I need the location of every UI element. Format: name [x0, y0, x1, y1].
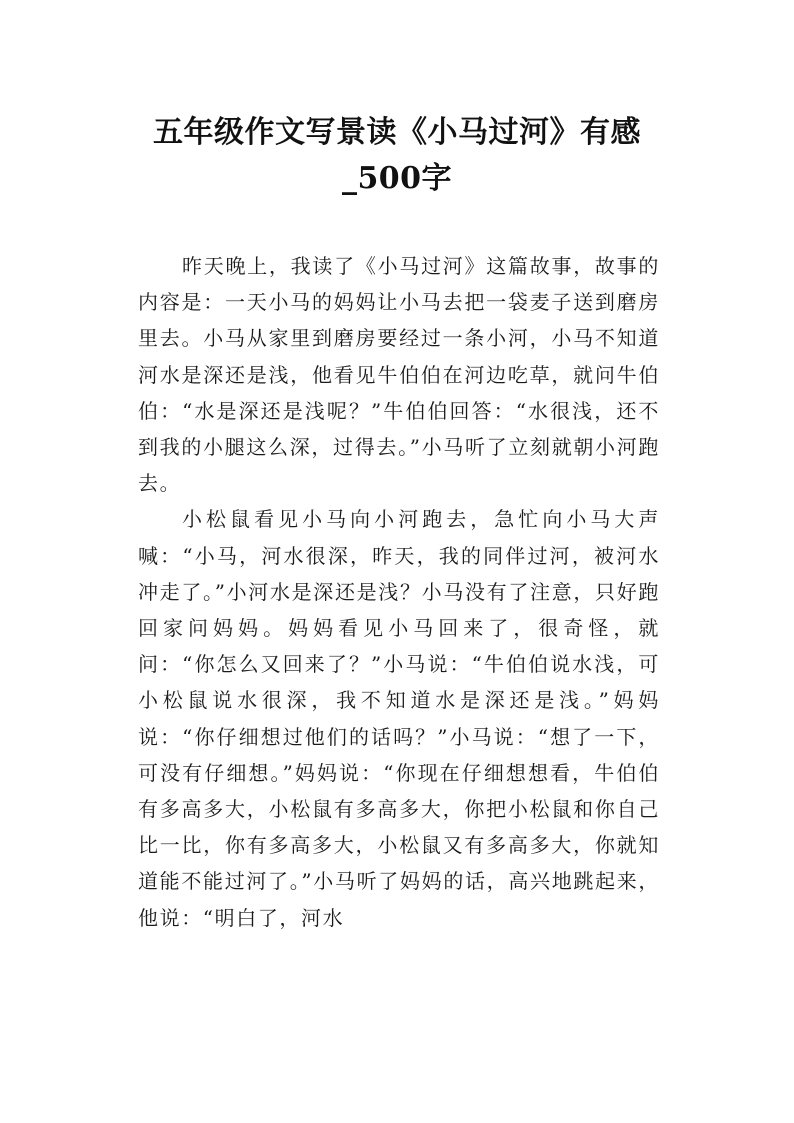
paragraph-1: 昨天晚上，我读了《小马过河》这篇故事，故事的内容是：一天小马的妈妈让小马去把一袋麦子送到磨房里去。小马从家里到磨房要经过一条小河，小马不知道河水是深还是浅，他看见牛伯伯在河边吃草，就问牛伯伯：“水是深还是浅呢？”牛伯伯回答：“水很浅，还不到我的小腿这么深，过得去。”小马听了立刻就朝小河跑去。 — [138, 254, 660, 496]
document-title: 五年级作文写景读《小马过河》有感_500字 — [153, 115, 641, 196]
document-body — [138, 248, 660, 936]
paragraph-2: 小松鼠看见小马向小河跑去，急忙向小马大声喊：“小马，河水很深，昨天，我的同伴过河，被河水冲走了。”小河水是深还是浅？小马没有了注意，只好跑回家问妈妈。妈妈看见小马回来了，很奇怪，就问：“你怎么又回来了？”小马说：“牛伯伯说水浅，可小松鼠说水很深，我不知道水是深还是浅。”妈妈说：“你仔细想过他们的话吗？”小马说：“想了一下，可没有仔细想。”妈妈说：“你现在仔细想想看，牛伯伯有多高多大，小松鼠有多高多大，你把小松鼠和你自己比一比，你有多高多大，小松鼠又有多高多大，你就知道能不能过河了。”小马听了妈妈的话，高兴地跳起来，他说：“明白了，河水 — [138, 507, 660, 930]
